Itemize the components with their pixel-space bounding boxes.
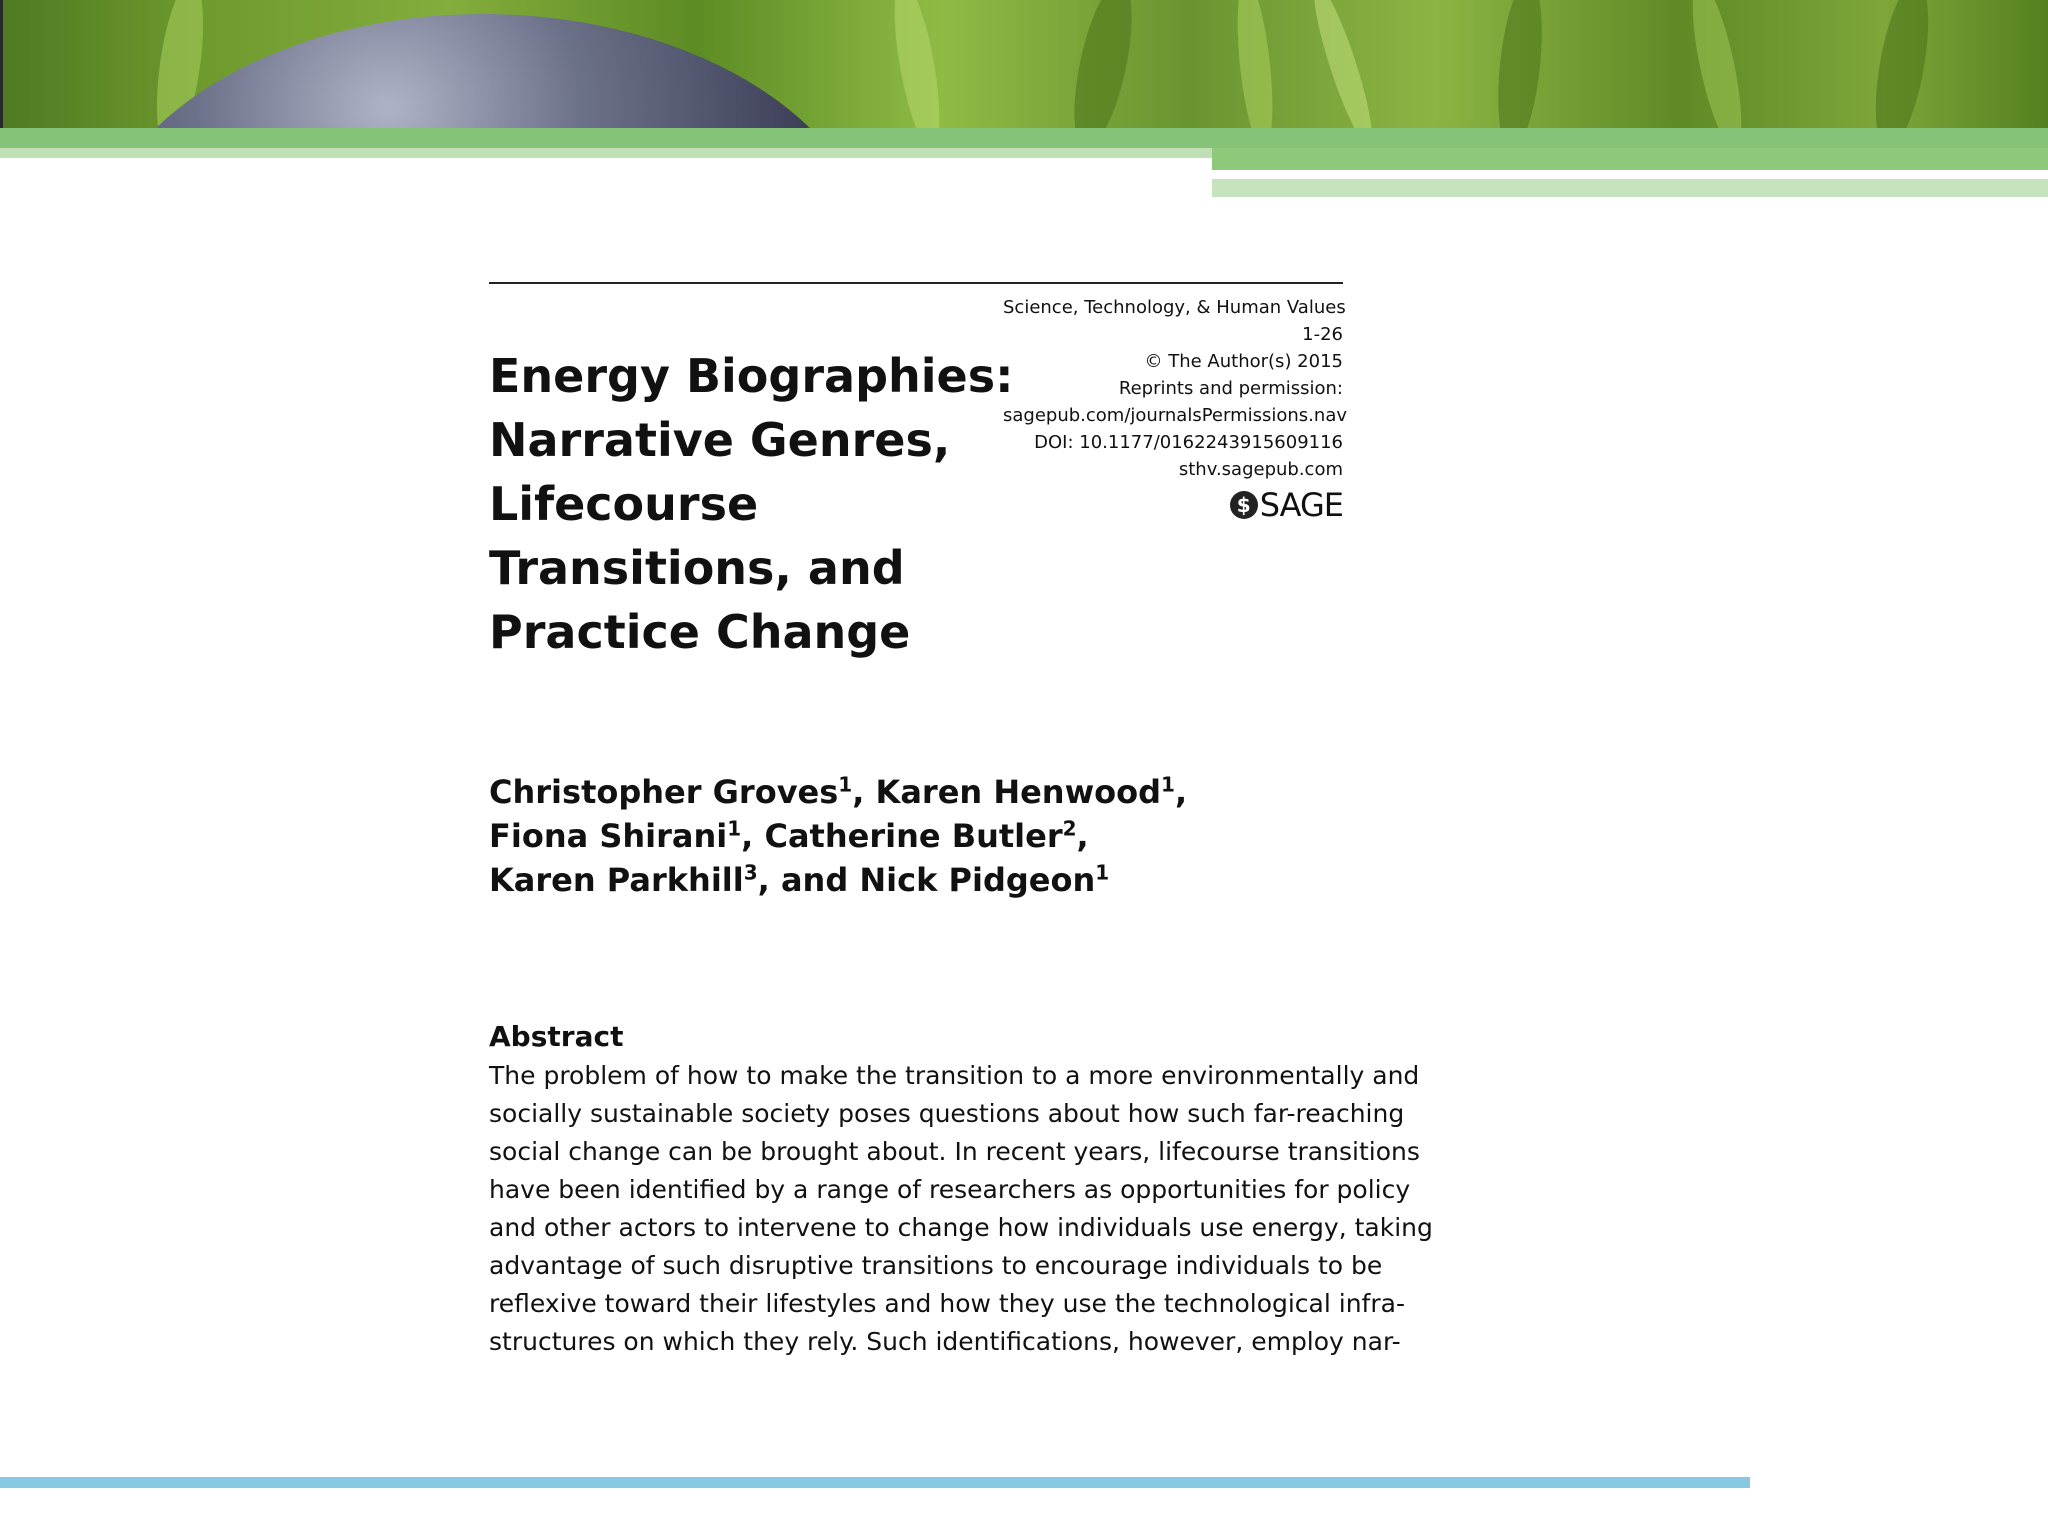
journal-name: Science, Technology, & Human Values bbox=[1003, 297, 1346, 318]
header-stripe-light bbox=[0, 148, 1212, 158]
abstract-line: The problem of how to make the transition to a more environmentally and bbox=[489, 1061, 1420, 1090]
header-stripe bbox=[0, 128, 2048, 148]
author-name: Catherine Butler bbox=[764, 817, 1063, 855]
title-line: Energy Biographies: bbox=[489, 349, 1014, 403]
affiliation-marker: 2 bbox=[1062, 816, 1077, 841]
globe-image bbox=[88, 14, 878, 128]
reprints-label: Reprints and permission: bbox=[1118, 378, 1343, 399]
page-range: 1-26 bbox=[1302, 324, 1343, 345]
title-line: Transitions, and bbox=[489, 541, 905, 595]
author-name: Christopher Groves bbox=[489, 773, 839, 811]
abstract-body bbox=[489, 1057, 1433, 1361]
author-line: Karen Parkhill$^3$, and Nick Pidgeon$^1$ bbox=[489, 860, 1110, 899]
abstract-heading: Abstract bbox=[489, 1020, 624, 1053]
publisher-name: SAGE bbox=[1259, 486, 1343, 524]
author-name: Fiona Shirani bbox=[489, 817, 728, 855]
affiliation-marker: 1 bbox=[1161, 772, 1175, 797]
header-banner-image bbox=[0, 0, 2048, 128]
affiliation-marker: 3 bbox=[743, 860, 758, 885]
affiliation-marker: 1 bbox=[838, 772, 853, 797]
journal-metadata bbox=[1003, 294, 1347, 524]
abstract-line: reflexive toward their lifestyles and how they use the technological infra- bbox=[489, 1289, 1405, 1318]
title-line: Narrative Genres, bbox=[489, 413, 951, 467]
author-name: Karen Henwood bbox=[875, 773, 1162, 811]
abstract-line: socially sustainable society poses questions about how such far-reaching bbox=[489, 1099, 1405, 1128]
affiliation-marker: 1 bbox=[1095, 860, 1110, 885]
paper-title bbox=[489, 344, 1014, 664]
abstract-line: structures on which they rely. Such identifications, however, employ nar- bbox=[489, 1327, 1401, 1356]
author-line: Fiona Shirani$^1$, Catherine Butler$^2$, bbox=[489, 816, 1089, 855]
footer-bar bbox=[0, 1477, 1750, 1488]
abstract-line: social change can be brought about. In recent years, lifecourse transitions bbox=[489, 1137, 1420, 1166]
sage-logo bbox=[1003, 487, 1343, 523]
copyright: © The Author(s) 2015 bbox=[1144, 351, 1343, 372]
affiliation-marker: 1 bbox=[727, 816, 742, 841]
permissions-link: sagepub.com/journalsPermissions.nav bbox=[1003, 405, 1347, 426]
header-stripe-right bbox=[1212, 148, 2048, 170]
abstract-line: advantage of such disruptive transitions to encourage individuals to be bbox=[489, 1251, 1383, 1280]
author-line: Christopher Groves$^1$, Karen Henwood$^1$, bbox=[489, 772, 1188, 811]
doi: DOI: 10.1177/0162243915609116 bbox=[1034, 432, 1343, 453]
sage-s-icon: $ bbox=[1230, 491, 1258, 519]
title-line: Practice Change bbox=[489, 605, 911, 659]
header-stripe-white bbox=[1212, 170, 1687, 179]
abstract-line: have been identified by a range of researchers as opportunities for policy bbox=[489, 1175, 1411, 1204]
author-name: Nick Pidgeon bbox=[859, 861, 1096, 899]
author-name: Karen Parkhill bbox=[489, 861, 744, 899]
author-list bbox=[489, 770, 1189, 902]
title-line: Lifecourse bbox=[489, 477, 759, 531]
top-rule bbox=[489, 282, 1343, 284]
header-stripe-right-light bbox=[1212, 179, 2048, 197]
journal-site: sthv.sagepub.com bbox=[1178, 459, 1343, 480]
abstract-line: and other actors to intervene to change how individuals use energy, taking bbox=[489, 1213, 1433, 1242]
